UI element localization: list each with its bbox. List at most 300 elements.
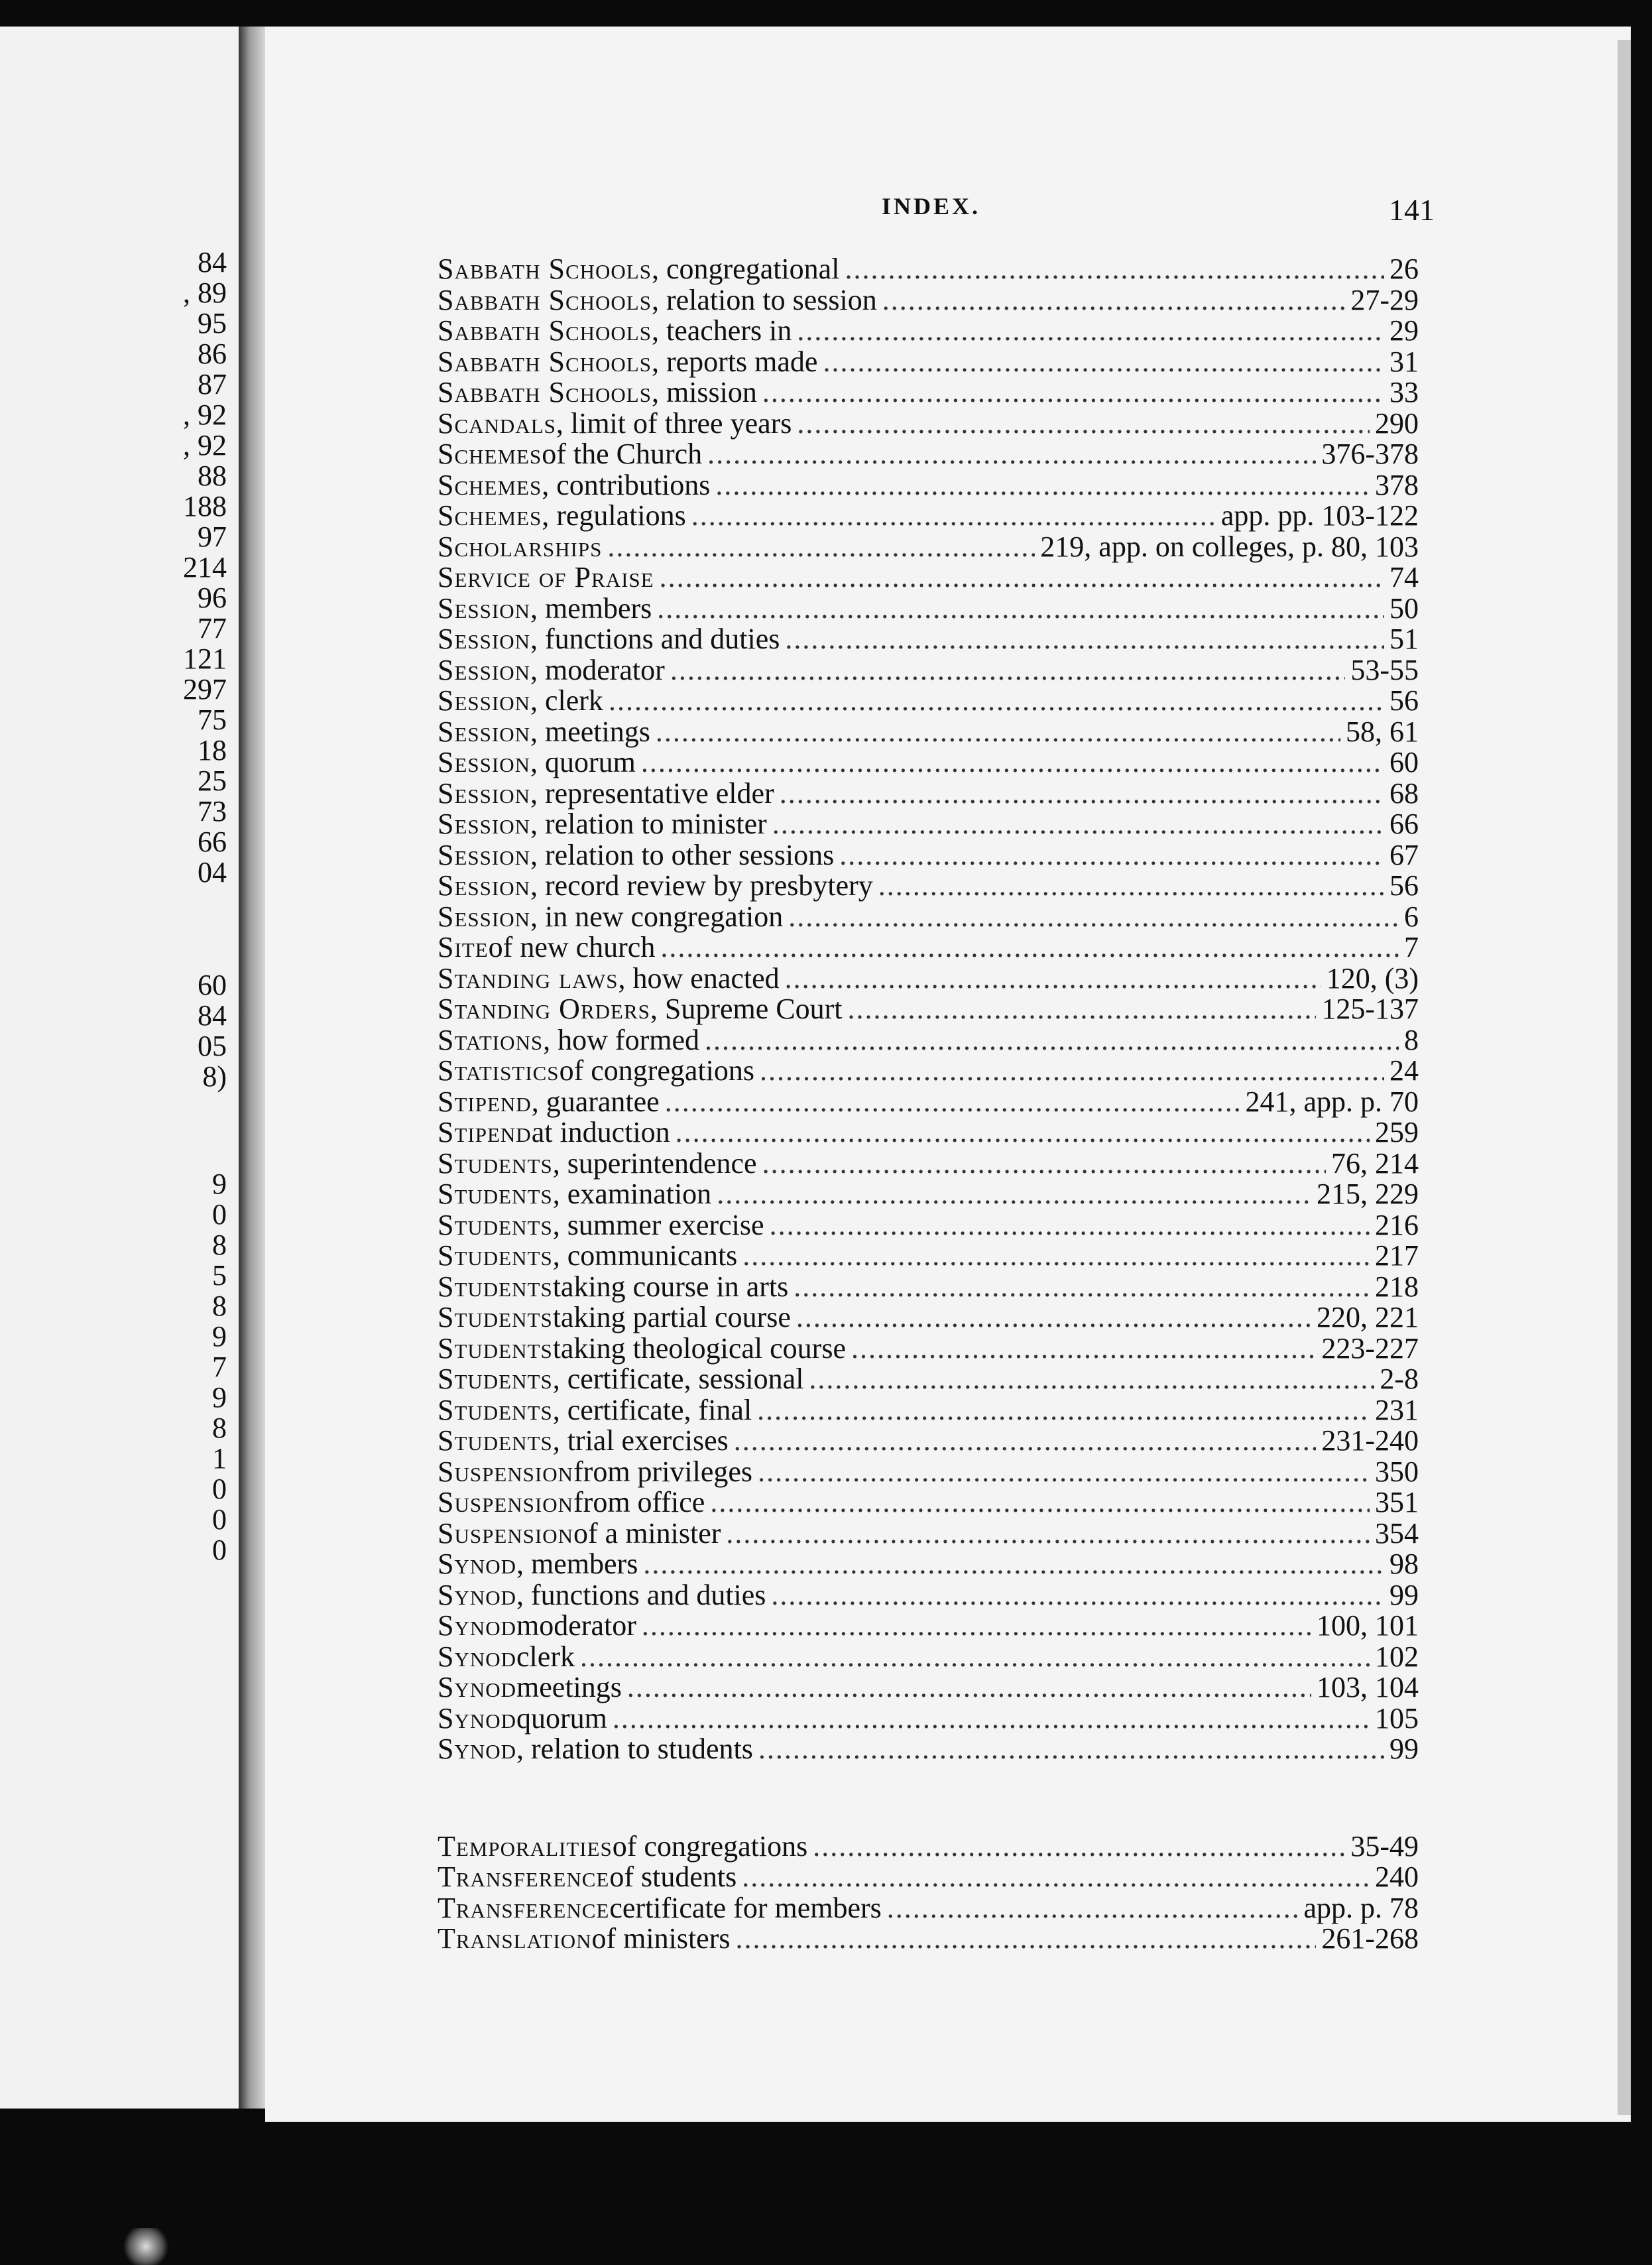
page-reference: 26 [1389, 253, 1419, 285]
index-entry [438, 560, 1419, 591]
entry-subheading: , quorum [530, 746, 636, 778]
entry-heading: Sabbath Schools [438, 345, 652, 378]
left-page-fragment [0, 27, 243, 2109]
dot-leader [613, 1701, 1370, 1735]
index-entry [438, 1732, 1419, 1763]
index-entry [438, 591, 1419, 623]
entry-subheading: , certificate, final [552, 1393, 752, 1426]
left-page-number: 8 [212, 1290, 227, 1322]
entry-subheading: , clerk [530, 684, 603, 717]
entry-heading: Students [438, 1239, 553, 1272]
dot-leader [758, 1732, 1384, 1766]
index-entry [438, 1085, 1419, 1116]
dot-leader [641, 745, 1384, 779]
dot-leader [691, 499, 1216, 532]
index-entry [438, 1270, 1419, 1301]
page-reference: 68 [1389, 776, 1419, 810]
entry-heading: Standing Orders [438, 993, 650, 1025]
dot-leader [796, 1300, 1311, 1334]
entry-subheading: taking theological course [552, 1331, 846, 1365]
left-page-number: 188 [183, 490, 227, 522]
entry-subheading: , contributions [542, 468, 711, 501]
entry-subheading: quorum [516, 1701, 607, 1735]
dot-leader [660, 930, 1399, 964]
index-entry [438, 1393, 1419, 1424]
left-page-number: 75 [198, 704, 227, 736]
entry-subheading: of congregations [559, 1054, 755, 1087]
page-reference: 98 [1389, 1548, 1419, 1580]
entry-heading: Schemes [438, 468, 542, 501]
page-reference: 241, app. p. 70 [1245, 1085, 1419, 1118]
left-page-number: 84 [198, 999, 227, 1032]
page-reference: 24 [1389, 1054, 1419, 1087]
dot-leader [797, 314, 1384, 347]
index-entry [438, 1455, 1419, 1486]
index-entry [438, 653, 1419, 684]
dot-leader [848, 992, 1317, 1026]
page-reference: 31 [1389, 345, 1419, 378]
dot-leader [845, 252, 1384, 286]
dot-leader [607, 530, 1035, 564]
left-page-number: 214 [183, 551, 227, 583]
entry-heading: Session [438, 776, 530, 810]
entry-subheading: of a minister [573, 1516, 721, 1550]
entry-heading: Session [438, 623, 530, 655]
entry-heading: Session [438, 715, 530, 748]
entry-subheading: , guarantee [531, 1085, 660, 1118]
index-entry [438, 1362, 1419, 1393]
dot-leader [705, 1023, 1399, 1057]
left-page-number: 73 [198, 795, 227, 827]
left-page-number: 77 [198, 612, 227, 644]
dot-leader [735, 1922, 1316, 1955]
left-page-number: 8) [202, 1060, 227, 1093]
entry-subheading: clerk [516, 1640, 575, 1673]
entry-subheading: , mission [651, 376, 757, 408]
entry-heading: Stipend [438, 1085, 532, 1118]
entry-subheading: moderator [516, 1609, 636, 1642]
index-entry [438, 1177, 1419, 1208]
left-page-number: 297 [183, 673, 227, 705]
entry-subheading: , summer exercise [552, 1208, 764, 1241]
entry-subheading: of ministers [591, 1922, 731, 1955]
dot-leader [580, 1640, 1370, 1674]
page-reference: 120, (3) [1326, 961, 1419, 995]
entry-subheading: of the Church [542, 438, 703, 470]
dot-leader [785, 622, 1384, 656]
dot-leader [813, 1829, 1345, 1863]
left-page-number: 5 [212, 1259, 227, 1292]
index-entry [438, 499, 1419, 530]
index-entry [438, 1701, 1419, 1733]
dot-leader [785, 961, 1321, 995]
left-page-number: 96 [198, 582, 227, 614]
entry-heading: Service of Praise [438, 561, 654, 593]
page-reference: 2-8 [1380, 1363, 1419, 1395]
left-page-number: 66 [198, 826, 227, 858]
section-gap [438, 1763, 1419, 1829]
entry-heading: Synod [438, 1733, 517, 1765]
index-entry [438, 468, 1419, 499]
left-page-number: 86 [198, 337, 227, 370]
entry-heading: Session [438, 746, 530, 778]
page-reference: 53-55 [1350, 653, 1419, 686]
page-reference: 99 [1389, 1733, 1419, 1765]
index-entry [438, 1547, 1419, 1578]
index-entry [438, 437, 1419, 468]
dot-leader [715, 468, 1370, 502]
index-entry [438, 1023, 1419, 1054]
page-reference: 103, 104 [1317, 1671, 1419, 1703]
left-page-number: 7 [212, 1351, 227, 1383]
index-entry [438, 869, 1419, 900]
page-reference: 223-227 [1321, 1331, 1419, 1365]
page-reference: 215, 229 [1317, 1178, 1419, 1210]
entry-subheading: , members [530, 591, 652, 625]
index-entry [438, 992, 1419, 1023]
left-page-number: 60 [198, 969, 227, 1001]
page-reference: 35-49 [1350, 1829, 1419, 1863]
entry-subheading: , functions and duties [530, 623, 780, 655]
page-reference: 56 [1389, 684, 1419, 717]
index-entry [438, 345, 1419, 376]
dot-leader [676, 1115, 1370, 1149]
dot-leader [788, 900, 1399, 934]
entry-subheading: , functions and duties [516, 1578, 766, 1611]
page-edge [1618, 40, 1631, 2115]
entry-subheading: , certificate, sessional [552, 1363, 804, 1395]
index-entry [438, 1609, 1419, 1640]
page-reference: 67 [1389, 838, 1419, 871]
entry-subheading: , in new congregation [530, 900, 784, 933]
dot-leader [887, 1891, 1299, 1925]
entry-heading: Schemes [438, 499, 542, 532]
entry-heading: Students [438, 1270, 553, 1303]
entry-heading: Session [438, 591, 530, 625]
index-entry [438, 684, 1419, 715]
page-reference: 354 [1375, 1516, 1419, 1550]
entry-subheading: , congregational [651, 253, 840, 285]
dot-leader [726, 1516, 1370, 1550]
page-reference: app. pp. 103-122 [1220, 499, 1419, 532]
index-entry [438, 1516, 1419, 1548]
left-page-number: 0 [212, 1503, 227, 1536]
entry-subheading: , record review by presbytery [530, 869, 873, 902]
index-entry [438, 745, 1419, 776]
left-page-number: 0 [212, 1198, 227, 1231]
entry-heading: Transference [438, 1861, 610, 1893]
index-entry [438, 1115, 1419, 1146]
dot-leader [770, 1208, 1370, 1242]
dot-leader [762, 375, 1384, 409]
index-entry [438, 375, 1419, 406]
entry-heading: Session [438, 684, 530, 717]
page-reference: 351 [1375, 1486, 1419, 1518]
entry-heading: Synod [438, 1701, 517, 1735]
page-reference: 8 [1404, 1023, 1419, 1056]
scan-artifact [119, 2228, 172, 2265]
entry-heading: Sabbath Schools [438, 283, 652, 316]
left-page-number: 84 [198, 246, 227, 278]
entry-subheading: , limit of three years [556, 406, 792, 440]
dot-leader [643, 1547, 1384, 1581]
book-gutter [239, 27, 265, 2109]
entry-subheading: , how formed [543, 1023, 699, 1056]
entry-heading: Suspension [438, 1486, 574, 1518]
left-page-number: 121 [183, 643, 227, 675]
left-page-number: , 89 [183, 276, 227, 309]
dot-leader [742, 1239, 1370, 1272]
left-page-number: 8 [212, 1229, 227, 1261]
page-reference: 350 [1375, 1455, 1419, 1488]
entry-heading: Scholarships [438, 530, 603, 563]
page-reference: 74 [1389, 561, 1419, 593]
index-entry [438, 1331, 1419, 1363]
entry-heading: Sabbath Schools [438, 314, 652, 347]
page-reference: 27-29 [1350, 283, 1419, 316]
left-page-number: 0 [212, 1473, 227, 1505]
entry-heading: Students [438, 1146, 553, 1180]
index-entry [438, 807, 1419, 838]
dot-leader [670, 653, 1346, 687]
entry-heading: Session [438, 838, 530, 871]
left-page-number: 04 [198, 856, 227, 888]
entry-heading: Synod [438, 1671, 517, 1703]
page-reference: 290 [1375, 406, 1419, 440]
index-entry [438, 776, 1419, 808]
entry-subheading: , relation to other sessions [530, 838, 835, 871]
dot-leader [734, 1424, 1317, 1457]
page-reference: 219, app. on colleges, p. 80, 103 [1040, 530, 1419, 563]
dot-leader [851, 1331, 1316, 1365]
left-page-number: 9 [212, 1381, 227, 1414]
entry-heading: Synod [438, 1548, 517, 1580]
entry-subheading: of students [609, 1861, 737, 1893]
page-reference: 66 [1389, 808, 1419, 840]
dot-leader [717, 1177, 1311, 1211]
index-entries [438, 252, 1419, 1953]
entry-subheading: , relation to session [651, 283, 877, 316]
page-reference: app. p. 78 [1303, 1891, 1419, 1924]
entry-subheading: , communicants [552, 1239, 738, 1272]
entry-heading: Students [438, 1424, 553, 1457]
page-reference: 6 [1404, 900, 1419, 933]
page-reference: 33 [1389, 376, 1419, 408]
entry-subheading: of congregations [612, 1829, 808, 1863]
entry-heading: Session [438, 900, 530, 933]
entry-heading: Students [438, 1178, 553, 1210]
entry-subheading: from privileges [573, 1455, 753, 1488]
page-reference: 58, 61 [1346, 715, 1419, 748]
dot-leader [665, 1085, 1240, 1119]
index-entry [438, 930, 1419, 961]
entry-subheading: certificate for members [609, 1891, 882, 1924]
left-page-number: , 92 [183, 429, 227, 461]
entry-heading: Students [438, 1393, 553, 1426]
dot-leader [839, 838, 1384, 872]
page-reference: 259 [1375, 1116, 1419, 1148]
left-page-number: 95 [198, 307, 227, 339]
dot-leader [794, 1270, 1370, 1304]
entry-heading: Session [438, 808, 530, 840]
entry-subheading: , moderator [530, 653, 665, 686]
index-entry [438, 1860, 1419, 1891]
entry-heading: Statistics [438, 1054, 560, 1087]
entry-heading: Suspension [438, 1516, 574, 1550]
entry-heading: Sabbath Schools [438, 376, 652, 408]
page-reference: 51 [1389, 623, 1419, 655]
index-entry [438, 622, 1419, 653]
entry-subheading: , meetings [530, 715, 650, 748]
page-reference: 102 [1375, 1640, 1419, 1673]
page-reference: 60 [1389, 746, 1419, 778]
dot-leader [642, 1609, 1311, 1642]
entry-subheading: , regulations [542, 499, 686, 532]
entry-heading: Stipend [438, 1116, 532, 1148]
entry-subheading: of new church [488, 931, 656, 963]
page-number: 141 [1389, 193, 1435, 227]
dot-leader [762, 1146, 1326, 1180]
entry-subheading: , relation to students [516, 1733, 753, 1765]
left-page-number: 18 [198, 734, 227, 766]
entry-heading: Sabbath Schools [438, 253, 652, 285]
entry-heading: Schemes [438, 438, 542, 470]
index-entry [438, 406, 1419, 438]
entry-heading: Standing laws [438, 961, 619, 995]
left-page-number: 0 [212, 1534, 227, 1566]
left-page-number: 88 [198, 459, 227, 492]
dot-leader [609, 684, 1384, 717]
dot-leader [760, 1054, 1384, 1087]
page-reference: 376-378 [1321, 438, 1419, 470]
dot-leader [772, 807, 1384, 841]
page-reference: 231 [1375, 1393, 1419, 1426]
entry-heading: Stations [438, 1023, 544, 1056]
dot-leader [707, 437, 1316, 471]
index-entry [438, 1300, 1419, 1331]
entry-heading: Students [438, 1208, 553, 1241]
page-reference: 76, 214 [1331, 1146, 1419, 1180]
entry-heading: Students [438, 1363, 553, 1395]
index-entry [438, 530, 1419, 561]
index-entry [438, 1054, 1419, 1085]
page-reference: 7 [1404, 931, 1419, 963]
entry-heading: Synod [438, 1578, 517, 1611]
entry-subheading: , trial exercises [552, 1424, 729, 1457]
index-entry [438, 1922, 1419, 1953]
entry-heading: Suspension [438, 1455, 574, 1488]
entry-heading: Synod [438, 1609, 517, 1642]
index-entry [438, 283, 1419, 314]
page-reference: 220, 221 [1317, 1301, 1419, 1333]
index-entry [438, 1239, 1419, 1270]
index-entry [438, 1670, 1419, 1701]
index-entry [438, 900, 1419, 931]
left-page-number: , 92 [183, 398, 227, 431]
index-entry [438, 1829, 1419, 1861]
page-reference: 100, 101 [1317, 1609, 1419, 1642]
entry-heading: Site [438, 931, 489, 963]
entry-subheading: taking partial course [552, 1301, 791, 1333]
index-entry [438, 1485, 1419, 1516]
index-entry [438, 715, 1419, 746]
entry-heading: Synod [438, 1640, 517, 1673]
entry-subheading: from office [573, 1486, 705, 1518]
dot-leader [660, 560, 1384, 594]
dot-leader [797, 406, 1370, 440]
entry-subheading: meetings [516, 1671, 622, 1703]
left-page-number: 8 [212, 1412, 227, 1444]
dot-leader [656, 715, 1340, 749]
entry-heading: Session [438, 653, 530, 686]
left-page-number: 25 [198, 765, 227, 797]
dot-leader [742, 1860, 1370, 1894]
left-page-number: 05 [198, 1030, 227, 1062]
index-entry [438, 1146, 1419, 1178]
page-reference: 56 [1389, 869, 1419, 902]
page-reference: 231-240 [1321, 1424, 1419, 1457]
page-reference: 29 [1389, 314, 1419, 347]
left-page-number: 87 [198, 368, 227, 400]
dot-leader [780, 776, 1384, 810]
entry-heading: Students [438, 1301, 553, 1333]
dot-leader [878, 869, 1384, 902]
entry-subheading: , superintendence [552, 1146, 757, 1180]
left-page-number: 97 [198, 520, 227, 553]
left-page-number: 9 [212, 1320, 227, 1353]
page-reference: 125-137 [1321, 993, 1419, 1025]
dot-leader [809, 1362, 1374, 1396]
dot-leader [771, 1578, 1384, 1612]
page-reference: 217 [1375, 1239, 1419, 1272]
index-entry [438, 838, 1419, 869]
page-reference: 378 [1375, 468, 1419, 501]
page-reference: 216 [1375, 1208, 1419, 1241]
index-entry [438, 252, 1419, 283]
entry-heading: Scandals [438, 406, 556, 440]
dot-leader [710, 1485, 1370, 1519]
entry-subheading: , Supreme Court [650, 993, 843, 1025]
index-entry [438, 314, 1419, 345]
entry-subheading: , relation to minister [530, 808, 767, 840]
entry-subheading: , members [516, 1548, 638, 1580]
index-entry [438, 1891, 1419, 1922]
entry-subheading: , how enacted [618, 961, 780, 995]
entry-heading: Students [438, 1331, 553, 1365]
entry-subheading: , teachers in [651, 314, 792, 347]
dot-leader [882, 283, 1346, 317]
entry-subheading: taking course in arts [552, 1270, 789, 1303]
index-entry [438, 1424, 1419, 1455]
dot-leader [657, 591, 1384, 625]
page-reference: 99 [1389, 1578, 1419, 1611]
page-reference: 261-268 [1321, 1922, 1419, 1955]
index-entry [438, 1578, 1419, 1609]
entry-subheading: , representative elder [530, 776, 774, 810]
entry-heading: Transference [438, 1891, 610, 1924]
index-entry [438, 1208, 1419, 1239]
entry-subheading: at induction [531, 1116, 670, 1148]
dot-leader [627, 1670, 1311, 1704]
page-reference: 50 [1389, 591, 1419, 625]
entry-subheading: , reports made [651, 345, 818, 378]
dot-leader [823, 345, 1384, 379]
entry-subheading: , examination [552, 1178, 712, 1210]
entry-heading: Session [438, 869, 530, 902]
entry-heading: Temporalities [438, 1829, 613, 1863]
page-reference: 240 [1375, 1861, 1419, 1893]
dot-leader [757, 1393, 1370, 1427]
